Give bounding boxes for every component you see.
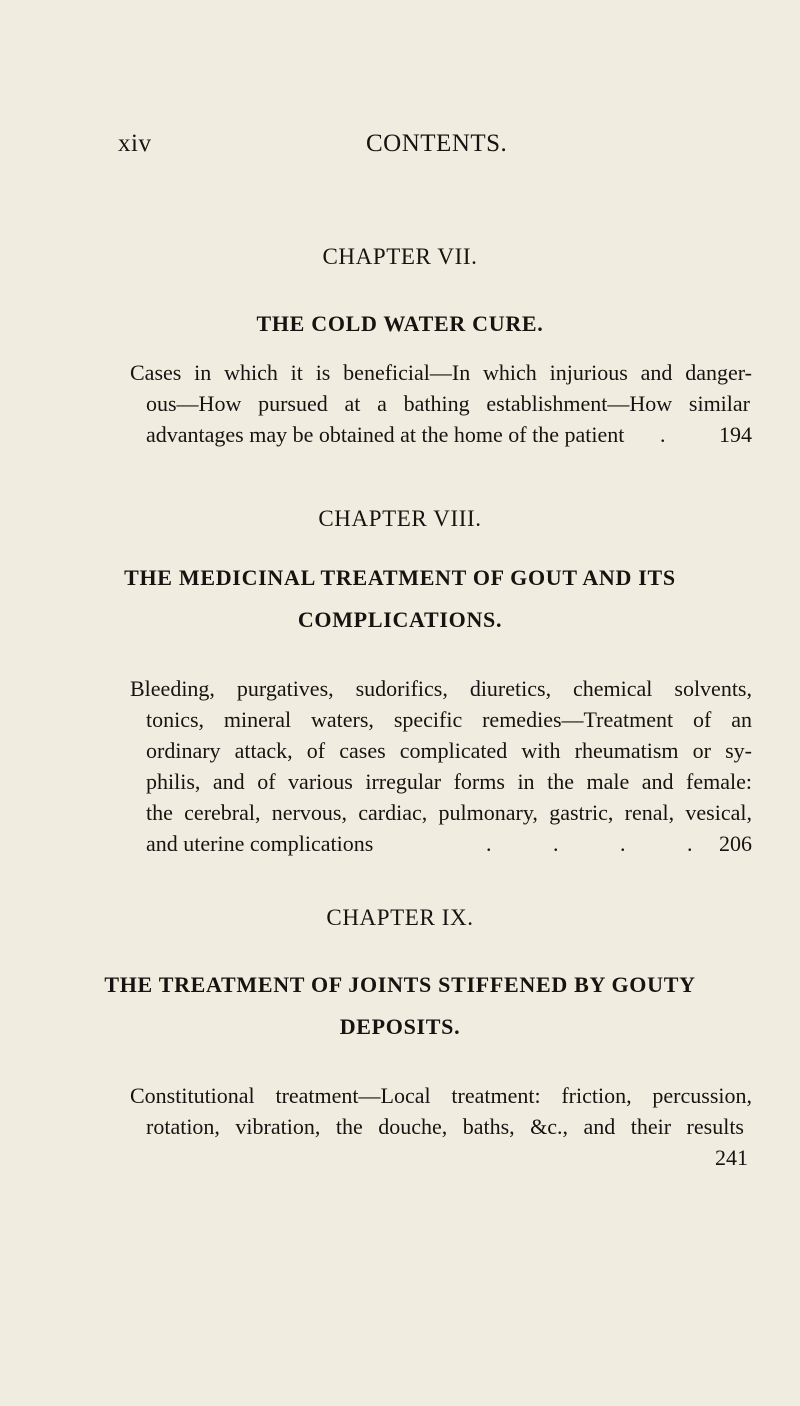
chapter-heading: CHAPTER IX.	[326, 905, 474, 930]
summary-line: rotation, vibration, the douche, baths, &c., and their results	[146, 1114, 744, 1139]
chapter-title-line: COMPLICATIONS.	[297, 607, 503, 632]
chapter-summary	[130, 357, 752, 450]
chapter-title	[0, 557, 800, 641]
leader-dots: .	[660, 422, 666, 447]
summary-line: Bleeding, purgatives, sudorifics, diuretics, chemical solvents,	[130, 676, 752, 701]
running-head	[118, 130, 718, 164]
summary-line: philis, and of various irregular forms in the male and female:	[146, 769, 752, 794]
chapter-title	[0, 303, 800, 345]
chapter-title	[0, 964, 800, 1048]
summary-line-last	[130, 828, 752, 859]
chapter-heading: CHAPTER VII.	[322, 244, 478, 269]
summary-line: Constitutional treatment—Local treatment: friction, percussion,	[130, 1083, 752, 1108]
chapter-title-line: THE COLD WATER CURE.	[256, 311, 544, 336]
chapter-title-line: THE TREATMENT OF JOINTS STIFFENED BY GOUTY	[104, 972, 696, 997]
running-title: CONTENTS.	[366, 130, 508, 157]
chapter-summary	[130, 673, 752, 859]
page-reference: 206	[719, 831, 752, 856]
chapter-title-line: THE MEDICINAL TREATMENT OF GOUT AND ITS	[124, 565, 676, 590]
summary-line: tonics, mineral waters, specific remedies—Treatment of an	[146, 707, 752, 732]
summary-line-last	[130, 419, 752, 450]
summary-line: and uterine complications	[146, 831, 374, 856]
summary-line: the cerebral, nervous, cardiac, pulmonary, gastric, renal, vesical,	[146, 800, 752, 825]
summary-line: ordinary attack, of cases complicated with rheumatism or sy-	[146, 738, 752, 763]
page-reference: 194	[719, 422, 752, 447]
page-number: xiv	[118, 130, 152, 157]
summary-line: ous—How pursued at a bathing establishment—How similar	[146, 391, 750, 416]
chapter-summary	[130, 1080, 752, 1173]
leader-dots: . . . .	[486, 831, 721, 856]
page-reference: 241	[715, 1145, 748, 1170]
chapter-heading: CHAPTER VIII.	[318, 506, 482, 531]
summary-line: Cases in which it is beneficial—In which injurious and danger-	[130, 360, 752, 385]
summary-line: advantages may be obtained at the home of the patient	[146, 422, 625, 447]
chapter-title-line: DEPOSITS.	[339, 1014, 461, 1039]
